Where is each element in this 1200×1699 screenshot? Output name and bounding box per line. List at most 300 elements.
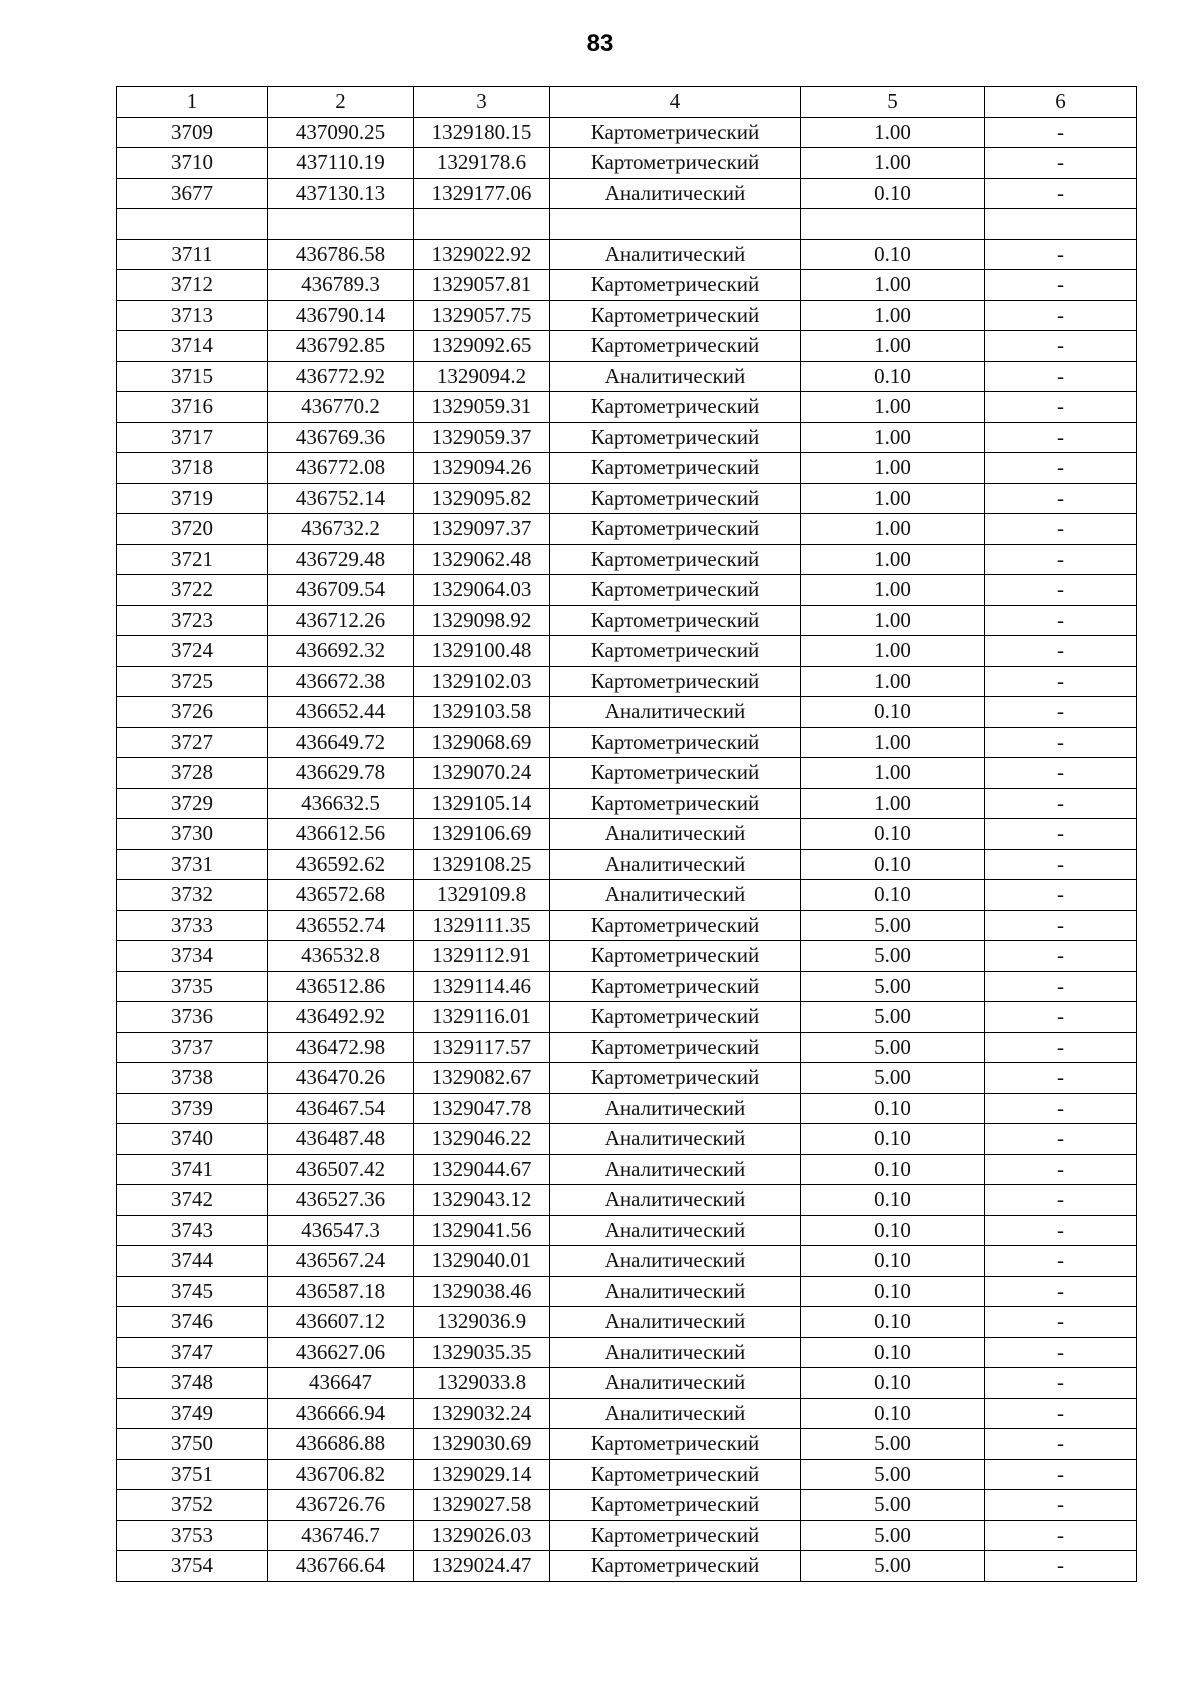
point-number-cell: 3725: [117, 666, 268, 697]
y-coordinate-cell: 1329177.06: [414, 178, 550, 209]
y-coordinate-cell: 1329098.92: [414, 605, 550, 636]
x-coordinate-cell: 436672.38: [268, 666, 414, 697]
table-row: [117, 514, 1137, 545]
y-coordinate-cell: 1329103.58: [414, 697, 550, 728]
table-row: [117, 544, 1137, 575]
point-number-cell: 3736: [117, 1002, 268, 1033]
note-cell: [985, 209, 1137, 240]
x-coordinate-cell: 436527.36: [268, 1185, 414, 1216]
point-number-cell: 3716: [117, 392, 268, 423]
method-cell: Аналитический: [550, 697, 801, 728]
y-coordinate-cell: 1329035.35: [414, 1337, 550, 1368]
table-row: [117, 910, 1137, 941]
header-cell: 1: [117, 87, 268, 118]
accuracy-cell: 5.00: [801, 910, 985, 941]
x-coordinate-cell: 436649.72: [268, 727, 414, 758]
x-coordinate-cell: 436547.3: [268, 1215, 414, 1246]
accuracy-cell: 0.10: [801, 697, 985, 728]
method-cell: Картометрический: [550, 117, 801, 148]
header-cell: 6: [985, 87, 1137, 118]
note-cell: -: [985, 1032, 1137, 1063]
note-cell: -: [985, 605, 1137, 636]
point-number-cell: 3734: [117, 941, 268, 972]
y-coordinate-cell: 1329047.78: [414, 1093, 550, 1124]
x-coordinate-cell: 436587.18: [268, 1276, 414, 1307]
accuracy-cell: 1.00: [801, 666, 985, 697]
point-number-cell: 3715: [117, 361, 268, 392]
accuracy-cell: 1.00: [801, 148, 985, 179]
y-coordinate-cell: 1329062.48: [414, 544, 550, 575]
point-number-cell: 3754: [117, 1551, 268, 1582]
method-cell: Картометрический: [550, 758, 801, 789]
accuracy-cell: 1.00: [801, 514, 985, 545]
y-coordinate-cell: 1329029.14: [414, 1459, 550, 1490]
table-row: [117, 178, 1137, 209]
note-cell: -: [985, 697, 1137, 728]
header-cell: 5: [801, 87, 985, 118]
table-row: [117, 727, 1137, 758]
y-coordinate-cell: 1329030.69: [414, 1429, 550, 1460]
x-coordinate-cell: 436732.2: [268, 514, 414, 545]
point-number-cell: 3747: [117, 1337, 268, 1368]
x-coordinate-cell: 436686.88: [268, 1429, 414, 1460]
table-row: [117, 117, 1137, 148]
note-cell: -: [985, 1520, 1137, 1551]
point-number-cell: 3751: [117, 1459, 268, 1490]
y-coordinate-cell: 1329105.14: [414, 788, 550, 819]
point-number-cell: 3724: [117, 636, 268, 667]
y-coordinate-cell: 1329100.48: [414, 636, 550, 667]
point-number-cell: 3746: [117, 1307, 268, 1338]
accuracy-cell: 0.10: [801, 849, 985, 880]
y-coordinate-cell: 1329092.65: [414, 331, 550, 362]
x-coordinate-cell: 436746.7: [268, 1520, 414, 1551]
x-coordinate-cell: 437110.19: [268, 148, 414, 179]
x-coordinate-cell: 436652.44: [268, 697, 414, 728]
note-cell: -: [985, 727, 1137, 758]
accuracy-cell: 1.00: [801, 788, 985, 819]
y-coordinate-cell: 1329043.12: [414, 1185, 550, 1216]
table-row: [117, 575, 1137, 606]
method-cell: Картометрический: [550, 300, 801, 331]
x-coordinate-cell: 436766.64: [268, 1551, 414, 1582]
x-coordinate-cell: 436552.74: [268, 910, 414, 941]
accuracy-cell: 0.10: [801, 178, 985, 209]
table-row: [117, 1154, 1137, 1185]
table-row: [117, 1276, 1137, 1307]
x-coordinate-cell: 436612.56: [268, 819, 414, 850]
x-coordinate-cell: 436512.86: [268, 971, 414, 1002]
method-cell: Картометрический: [550, 941, 801, 972]
table-row: [117, 1459, 1137, 1490]
note-cell: -: [985, 941, 1137, 972]
accuracy-cell: 0.10: [801, 1185, 985, 1216]
method-cell: Аналитический: [550, 1307, 801, 1338]
x-coordinate-cell: 436592.62: [268, 849, 414, 880]
accuracy-cell: 5.00: [801, 1002, 985, 1033]
method-cell: Аналитический: [550, 1215, 801, 1246]
y-coordinate-cell: 1329059.31: [414, 392, 550, 423]
table-row: [117, 1246, 1137, 1277]
x-coordinate-cell: 436706.82: [268, 1459, 414, 1490]
note-cell: -: [985, 1063, 1137, 1094]
table-row: [117, 1490, 1137, 1521]
point-number-cell: 3744: [117, 1246, 268, 1277]
note-cell: -: [985, 1154, 1137, 1185]
accuracy-cell: 1.00: [801, 392, 985, 423]
note-cell: -: [985, 636, 1137, 667]
note-cell: -: [985, 178, 1137, 209]
x-coordinate-cell: 436772.92: [268, 361, 414, 392]
method-cell: Картометрический: [550, 727, 801, 758]
table-row: [117, 1032, 1137, 1063]
point-number-cell: 3731: [117, 849, 268, 880]
note-cell: -: [985, 392, 1137, 423]
y-coordinate-cell: 1329033.8: [414, 1368, 550, 1399]
point-number-cell: 3709: [117, 117, 268, 148]
note-cell: -: [985, 117, 1137, 148]
accuracy-cell: 0.10: [801, 1093, 985, 1124]
note-cell: -: [985, 1215, 1137, 1246]
point-number-cell: 3721: [117, 544, 268, 575]
method-cell: Аналитический: [550, 880, 801, 911]
note-cell: -: [985, 788, 1137, 819]
table-row: [117, 697, 1137, 728]
note-cell: -: [985, 544, 1137, 575]
y-coordinate-cell: 1329044.67: [414, 1154, 550, 1185]
method-cell: Аналитический: [550, 1093, 801, 1124]
y-coordinate-cell: 1329112.91: [414, 941, 550, 972]
y-coordinate-cell: 1329059.37: [414, 422, 550, 453]
y-coordinate-cell: 1329109.8: [414, 880, 550, 911]
y-coordinate-cell: 1329032.24: [414, 1398, 550, 1429]
method-cell: Аналитический: [550, 1276, 801, 1307]
note-cell: -: [985, 1093, 1137, 1124]
method-cell: Аналитический: [550, 1368, 801, 1399]
point-number-cell: 3714: [117, 331, 268, 362]
x-coordinate-cell: 436487.48: [268, 1124, 414, 1155]
x-coordinate-cell: 436666.94: [268, 1398, 414, 1429]
point-number-cell: 3718: [117, 453, 268, 484]
y-coordinate-cell: 1329064.03: [414, 575, 550, 606]
x-coordinate-cell: 436709.54: [268, 575, 414, 606]
x-coordinate-cell: 436567.24: [268, 1246, 414, 1277]
header-cell: 3: [414, 87, 550, 118]
method-cell: Аналитический: [550, 1185, 801, 1216]
note-cell: -: [985, 331, 1137, 362]
y-coordinate-cell: 1329106.69: [414, 819, 550, 850]
y-coordinate-cell: 1329116.01: [414, 1002, 550, 1033]
method-cell: Аналитический: [550, 849, 801, 880]
method-cell: Картометрический: [550, 1063, 801, 1094]
note-cell: -: [985, 1185, 1137, 1216]
y-coordinate-cell: 1329068.69: [414, 727, 550, 758]
table-row: [117, 636, 1137, 667]
accuracy-cell: 0.10: [801, 239, 985, 270]
accuracy-cell: 1.00: [801, 331, 985, 362]
accuracy-cell: 1.00: [801, 636, 985, 667]
method-cell: Картометрический: [550, 1002, 801, 1033]
method-cell: Картометрический: [550, 1490, 801, 1521]
point-number-cell: 3722: [117, 575, 268, 606]
method-cell: Аналитический: [550, 1398, 801, 1429]
y-coordinate-cell: 1329041.56: [414, 1215, 550, 1246]
y-coordinate-cell: 1329180.15: [414, 117, 550, 148]
note-cell: -: [985, 819, 1137, 850]
accuracy-cell: 1.00: [801, 727, 985, 758]
point-number-cell: 3729: [117, 788, 268, 819]
point-number-cell: 3720: [117, 514, 268, 545]
table-row: [117, 300, 1137, 331]
method-cell: Аналитический: [550, 1337, 801, 1368]
y-coordinate-cell: 1329178.6: [414, 148, 550, 179]
header-row: [117, 87, 1137, 118]
y-coordinate-cell: 1329046.22: [414, 1124, 550, 1155]
accuracy-cell: 5.00: [801, 1032, 985, 1063]
x-coordinate-cell: 436772.08: [268, 453, 414, 484]
y-coordinate-cell: 1329095.82: [414, 483, 550, 514]
x-coordinate-cell: 436769.36: [268, 422, 414, 453]
table-row: [117, 209, 1137, 240]
point-number-cell: 3719: [117, 483, 268, 514]
method-cell: Картометрический: [550, 453, 801, 484]
method-cell: Картометрический: [550, 788, 801, 819]
point-number-cell: 3740: [117, 1124, 268, 1155]
point-number-cell: 3735: [117, 971, 268, 1002]
y-coordinate-cell: 1329094.26: [414, 453, 550, 484]
note-cell: -: [985, 575, 1137, 606]
point-number-cell: 3730: [117, 819, 268, 850]
x-coordinate-cell: 436470.26: [268, 1063, 414, 1094]
method-cell: Аналитический: [550, 1246, 801, 1277]
note-cell: -: [985, 1276, 1137, 1307]
accuracy-cell: 0.10: [801, 1307, 985, 1338]
accuracy-cell: 1.00: [801, 270, 985, 301]
point-number-cell: 3726: [117, 697, 268, 728]
method-cell: Картометрический: [550, 1520, 801, 1551]
table-row: [117, 849, 1137, 880]
accuracy-cell: 5.00: [801, 941, 985, 972]
method-cell: [550, 209, 801, 240]
x-coordinate-cell: 436786.58: [268, 239, 414, 270]
method-cell: Аналитический: [550, 1154, 801, 1185]
method-cell: Картометрический: [550, 575, 801, 606]
table-row: [117, 361, 1137, 392]
accuracy-cell: 1.00: [801, 605, 985, 636]
accuracy-cell: 5.00: [801, 971, 985, 1002]
y-coordinate-cell: 1329117.57: [414, 1032, 550, 1063]
table-row: [117, 605, 1137, 636]
x-coordinate-cell: 436729.48: [268, 544, 414, 575]
method-cell: Картометрический: [550, 1032, 801, 1063]
accuracy-cell: 1.00: [801, 544, 985, 575]
x-coordinate-cell: 436752.14: [268, 483, 414, 514]
accuracy-cell: 0.10: [801, 1398, 985, 1429]
table-row: [117, 788, 1137, 819]
y-coordinate-cell: 1329027.58: [414, 1490, 550, 1521]
table-row: [117, 1002, 1137, 1033]
table-row: [117, 1307, 1137, 1338]
table-row: [117, 148, 1137, 179]
x-coordinate-cell: 436627.06: [268, 1337, 414, 1368]
x-coordinate-cell: 436712.26: [268, 605, 414, 636]
x-coordinate-cell: 436492.92: [268, 1002, 414, 1033]
note-cell: -: [985, 514, 1137, 545]
y-coordinate-cell: 1329038.46: [414, 1276, 550, 1307]
y-coordinate-cell: 1329097.37: [414, 514, 550, 545]
table-row: [117, 422, 1137, 453]
note-cell: -: [985, 1124, 1137, 1155]
note-cell: -: [985, 422, 1137, 453]
table-row: [117, 1124, 1137, 1155]
table-row: [117, 1429, 1137, 1460]
y-coordinate-cell: 1329057.75: [414, 300, 550, 331]
method-cell: Картометрический: [550, 910, 801, 941]
point-number-cell: 3723: [117, 605, 268, 636]
accuracy-cell: 0.10: [801, 880, 985, 911]
accuracy-cell: 1.00: [801, 300, 985, 331]
y-coordinate-cell: 1329022.92: [414, 239, 550, 270]
accuracy-cell: 5.00: [801, 1520, 985, 1551]
page-number: 83: [586, 30, 614, 57]
table-row: [117, 331, 1137, 362]
point-number-cell: 3741: [117, 1154, 268, 1185]
x-coordinate-cell: 436607.12: [268, 1307, 414, 1338]
note-cell: -: [985, 483, 1137, 514]
method-cell: Картометрический: [550, 1459, 801, 1490]
x-coordinate-cell: 436632.5: [268, 788, 414, 819]
x-coordinate-cell: 436790.14: [268, 300, 414, 331]
point-number-cell: 3712: [117, 270, 268, 301]
note-cell: -: [985, 1002, 1137, 1033]
point-number-cell: 3728: [117, 758, 268, 789]
method-cell: Картометрический: [550, 392, 801, 423]
note-cell: -: [985, 148, 1137, 179]
x-coordinate-cell: 436507.42: [268, 1154, 414, 1185]
method-cell: Картометрический: [550, 483, 801, 514]
point-number-cell: 3711: [117, 239, 268, 270]
y-coordinate-cell: 1329070.24: [414, 758, 550, 789]
y-coordinate-cell: 1329108.25: [414, 849, 550, 880]
point-number-cell: 3738: [117, 1063, 268, 1094]
accuracy-cell: [801, 209, 985, 240]
method-cell: Аналитический: [550, 1124, 801, 1155]
header-cell: 4: [550, 87, 801, 118]
note-cell: -: [985, 300, 1137, 331]
method-cell: Картометрический: [550, 666, 801, 697]
accuracy-cell: 1.00: [801, 575, 985, 606]
x-coordinate-cell: 437130.13: [268, 178, 414, 209]
accuracy-cell: 1.00: [801, 483, 985, 514]
note-cell: -: [985, 270, 1137, 301]
note-cell: -: [985, 1490, 1137, 1521]
table-row: [117, 392, 1137, 423]
method-cell: Аналитический: [550, 819, 801, 850]
accuracy-cell: 5.00: [801, 1459, 985, 1490]
accuracy-cell: 0.10: [801, 361, 985, 392]
table-row: [117, 270, 1137, 301]
table-row: [117, 1093, 1137, 1124]
accuracy-cell: 1.00: [801, 758, 985, 789]
x-coordinate-cell: 436572.68: [268, 880, 414, 911]
y-coordinate-cell: [414, 209, 550, 240]
note-cell: -: [985, 666, 1137, 697]
note-cell: -: [985, 1337, 1137, 1368]
method-cell: Аналитический: [550, 178, 801, 209]
y-coordinate-cell: 1329094.2: [414, 361, 550, 392]
y-coordinate-cell: 1329036.9: [414, 1307, 550, 1338]
point-number-cell: 3753: [117, 1520, 268, 1551]
method-cell: Картометрический: [550, 605, 801, 636]
point-number-cell: 3749: [117, 1398, 268, 1429]
note-cell: -: [985, 1368, 1137, 1399]
y-coordinate-cell: 1329057.81: [414, 270, 550, 301]
method-cell: Картометрический: [550, 544, 801, 575]
y-coordinate-cell: 1329026.03: [414, 1520, 550, 1551]
point-number-cell: 3745: [117, 1276, 268, 1307]
point-number-cell: [117, 209, 268, 240]
point-number-cell: 3742: [117, 1185, 268, 1216]
accuracy-cell: 0.10: [801, 1154, 985, 1185]
x-coordinate-cell: 436789.3: [268, 270, 414, 301]
point-number-cell: 3733: [117, 910, 268, 941]
accuracy-cell: 5.00: [801, 1429, 985, 1460]
accuracy-cell: 0.10: [801, 1246, 985, 1277]
accuracy-cell: 1.00: [801, 453, 985, 484]
note-cell: -: [985, 1551, 1137, 1582]
accuracy-cell: 0.10: [801, 1124, 985, 1155]
y-coordinate-cell: 1329111.35: [414, 910, 550, 941]
table-row: [117, 819, 1137, 850]
x-coordinate-cell: 436692.32: [268, 636, 414, 667]
point-number-cell: 3739: [117, 1093, 268, 1124]
note-cell: -: [985, 361, 1137, 392]
point-number-cell: 3727: [117, 727, 268, 758]
accuracy-cell: 1.00: [801, 117, 985, 148]
accuracy-cell: 5.00: [801, 1063, 985, 1094]
x-coordinate-cell: 436647: [268, 1368, 414, 1399]
point-number-cell: 3743: [117, 1215, 268, 1246]
note-cell: -: [985, 880, 1137, 911]
accuracy-cell: 0.10: [801, 819, 985, 850]
accuracy-cell: 1.00: [801, 422, 985, 453]
y-coordinate-cell: 1329082.67: [414, 1063, 550, 1094]
note-cell: -: [985, 758, 1137, 789]
accuracy-cell: 0.10: [801, 1337, 985, 1368]
note-cell: -: [985, 1429, 1137, 1460]
method-cell: Аналитический: [550, 239, 801, 270]
table-row: [117, 239, 1137, 270]
method-cell: Картометрический: [550, 514, 801, 545]
y-coordinate-cell: 1329102.03: [414, 666, 550, 697]
x-coordinate-cell: 436726.76: [268, 1490, 414, 1521]
y-coordinate-cell: 1329024.47: [414, 1551, 550, 1582]
table-row: [117, 666, 1137, 697]
point-number-cell: 3752: [117, 1490, 268, 1521]
note-cell: -: [985, 971, 1137, 1002]
method-cell: Картометрический: [550, 422, 801, 453]
point-number-cell: 3713: [117, 300, 268, 331]
table-row: [117, 1551, 1137, 1582]
y-coordinate-cell: 1329114.46: [414, 971, 550, 1002]
note-cell: -: [985, 849, 1137, 880]
method-cell: Картометрический: [550, 636, 801, 667]
table-row: [117, 1368, 1137, 1399]
accuracy-cell: 5.00: [801, 1490, 985, 1521]
note-cell: -: [985, 1459, 1137, 1490]
method-cell: Картометрический: [550, 1551, 801, 1582]
point-number-cell: 3750: [117, 1429, 268, 1460]
